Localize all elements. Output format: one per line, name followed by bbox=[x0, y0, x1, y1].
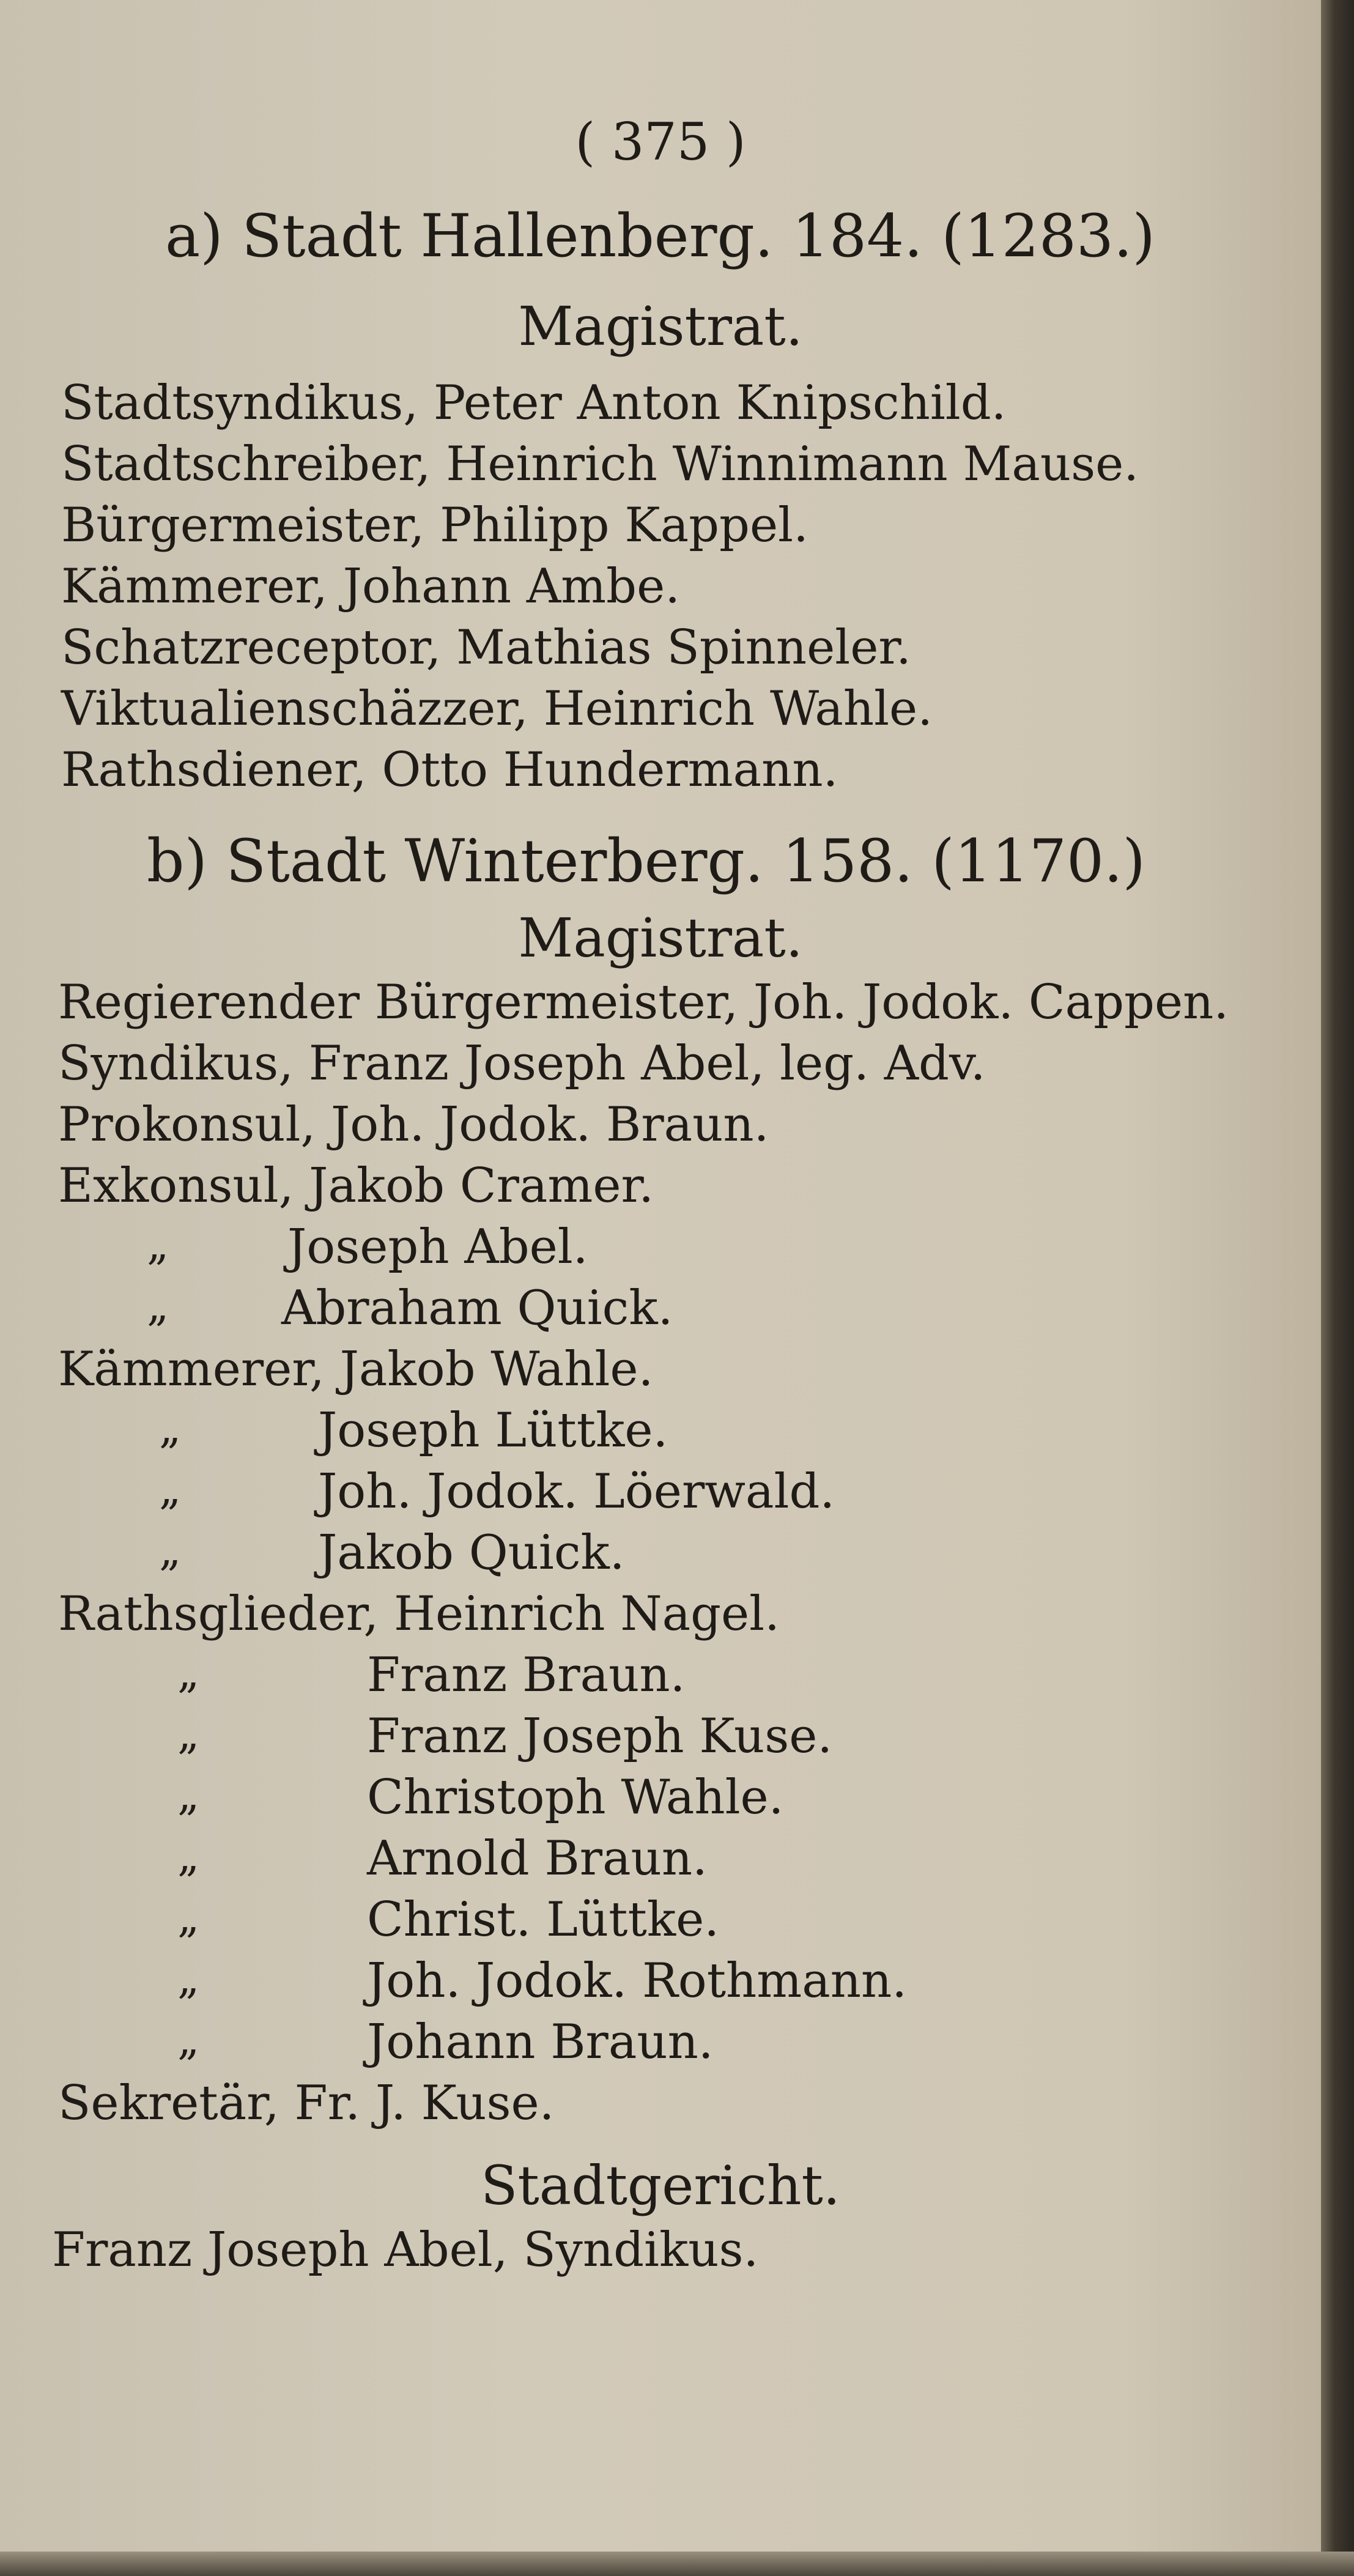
page-number: ( 375 ) bbox=[575, 112, 746, 172]
section-a-title: a) Stadt Hallenberg. 184. (1283.) bbox=[165, 202, 1155, 270]
entry-line: Exkonsul, Jakob Cramer. bbox=[58, 1158, 654, 1213]
ditto-mark: „ bbox=[177, 2015, 200, 2065]
entry-line: Jakob Quick. bbox=[318, 1525, 625, 1580]
entry-line: Prokonsul, Joh. Jodok. Braun. bbox=[58, 1097, 769, 1152]
entry-line: Rathsdiener, Otto Hundermann. bbox=[61, 742, 838, 798]
entry-line: Kämmerer, Jakob Wahle. bbox=[58, 1342, 654, 1397]
entry-line: Regierender Bürgermeister, Joh. Jodok. Cappen. bbox=[58, 975, 1229, 1030]
entry-line: Stadtschreiber, Heinrich Winnimann Mause. bbox=[61, 437, 1139, 492]
section-b-title: b) Stadt Winterberg. 158. (1170.) bbox=[147, 827, 1145, 895]
page-bottom-shadow bbox=[0, 2552, 1354, 2576]
ditto-mark: „ bbox=[177, 1709, 200, 1759]
entry-line: Christ. Lüttke. bbox=[367, 1892, 720, 1947]
entry-line: Franz Braun. bbox=[367, 1648, 686, 1703]
ditto-mark: „ bbox=[159, 1525, 182, 1575]
entry-line: Schatzreceptor, Mathias Spinneler. bbox=[61, 620, 911, 675]
entry-line: Rathsglieder, Heinrich Nagel. bbox=[58, 1586, 780, 1641]
entry-line: Abraham Quick. bbox=[281, 1281, 673, 1336]
ditto-mark: „ bbox=[159, 1403, 182, 1453]
entry-line: Stadtsyndikus, Peter Anton Knipschild. bbox=[61, 376, 1007, 431]
entry-line: Arnold Braun. bbox=[367, 1831, 708, 1886]
entry-line: Joh. Jodok. Rothmann. bbox=[367, 1953, 908, 2008]
ditto-mark: „ bbox=[177, 1648, 200, 1698]
ditto-mark: „ bbox=[177, 1831, 200, 1881]
entry-line: Sekretär, Fr. J. Kuse. bbox=[58, 2076, 555, 2131]
ditto-mark: „ bbox=[177, 1892, 200, 1942]
section-a-heading: Magistrat. bbox=[518, 295, 803, 358]
court-heading: Stadtgericht. bbox=[481, 2154, 840, 2217]
entry-line: Kämmerer, Johann Ambe. bbox=[61, 559, 681, 614]
ditto-mark: „ bbox=[177, 1770, 200, 1820]
ditto-mark: „ bbox=[177, 1953, 200, 2004]
court-entry: Franz Joseph Abel, Syndikus. bbox=[52, 2223, 759, 2278]
entry-line: Joh. Jodok. Löerwald. bbox=[318, 1464, 835, 1519]
ditto-mark: „ bbox=[159, 1464, 182, 1514]
entry-line: Christoph Wahle. bbox=[367, 1770, 784, 1825]
book-edge bbox=[1321, 0, 1354, 2576]
entry-line: Joseph Lüttke. bbox=[318, 1403, 668, 1458]
ditto-mark: „ bbox=[147, 1220, 169, 1270]
entry-line: Bürgermeister, Philipp Kappel. bbox=[61, 498, 808, 553]
entry-line: Viktualienschäzzer, Heinrich Wahle. bbox=[61, 681, 933, 736]
entry-line: Johann Braun. bbox=[367, 2015, 714, 2070]
entry-line: Syndikus, Franz Joseph Abel, leg. Adv. bbox=[58, 1036, 986, 1091]
section-b-heading: Magistrat. bbox=[518, 906, 803, 969]
entry-line: Franz Joseph Kuse. bbox=[367, 1709, 833, 1764]
ditto-mark: „ bbox=[147, 1281, 169, 1331]
entry-line: Joseph Abel. bbox=[287, 1220, 588, 1275]
